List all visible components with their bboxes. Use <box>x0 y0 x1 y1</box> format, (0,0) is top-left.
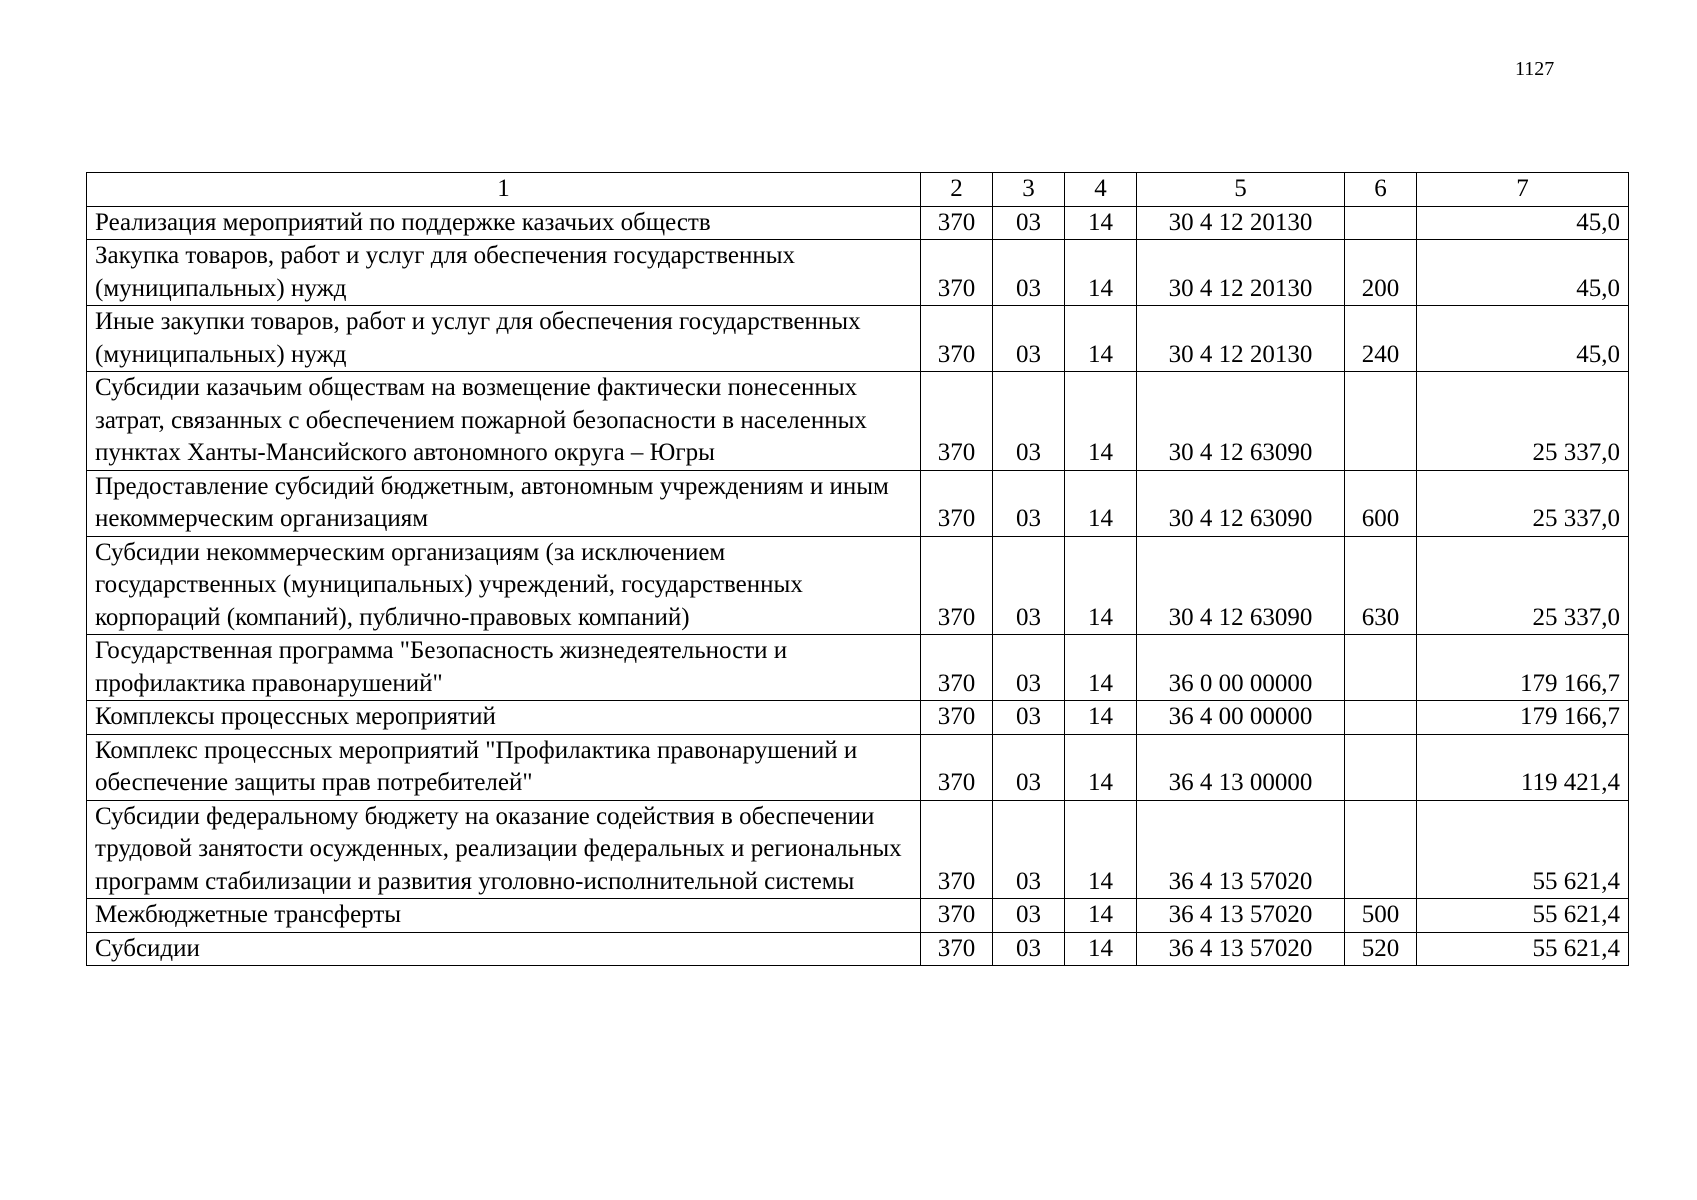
row-code-4: 14 <box>1065 470 1137 536</box>
header-row <box>87 173 1629 207</box>
row-code-4: 14 <box>1065 800 1137 899</box>
row-code-4: 14 <box>1065 536 1137 635</box>
row-amount: 55 621,4 <box>1417 932 1629 966</box>
row-amount: 45,0 <box>1417 306 1629 372</box>
row-code-2: 370 <box>921 536 993 635</box>
row-code-5: 36 4 13 57020 <box>1137 899 1345 933</box>
row-code-2: 370 <box>921 372 993 471</box>
row-description: Субсидии федеральному бюджету на оказание содействия в обеспечении трудовой занятости осужденных, реализации федеральных и региональных программ стабилизации и развития уголовно-исполнительной системы <box>87 800 921 899</box>
row-code-3: 03 <box>993 372 1065 471</box>
header-col-2: 2 <box>921 173 993 207</box>
row-code-3: 03 <box>993 240 1065 306</box>
budget-table <box>86 172 1629 966</box>
row-code-2: 370 <box>921 206 993 240</box>
header-col-1: 1 <box>87 173 921 207</box>
row-code-6 <box>1345 635 1417 701</box>
table-row <box>87 701 1629 735</box>
row-code-2: 370 <box>921 734 993 800</box>
row-amount: 25 337,0 <box>1417 470 1629 536</box>
row-code-6: 200 <box>1345 240 1417 306</box>
row-code-5: 36 4 13 57020 <box>1137 932 1345 966</box>
row-description: Субсидии казачьим обществам на возмещение фактически понесенных затрат, связанных с обеспечением пожарной безопасности в населенных пунктах Ханты-Мансийского автономного округа – Югры <box>87 372 921 471</box>
row-code-6 <box>1345 701 1417 735</box>
row-code-2: 370 <box>921 306 993 372</box>
row-description: Межбюджетные трансферты <box>87 899 921 933</box>
row-code-2: 370 <box>921 899 993 933</box>
row-code-4: 14 <box>1065 306 1137 372</box>
row-code-3: 03 <box>993 470 1065 536</box>
row-code-3: 03 <box>993 536 1065 635</box>
row-description: Закупка товаров, работ и услуг для обеспечения государственных (муниципальных) нужд <box>87 240 921 306</box>
row-code-6: 520 <box>1345 932 1417 966</box>
header-col-5: 5 <box>1137 173 1345 207</box>
row-amount: 55 621,4 <box>1417 899 1629 933</box>
header-col-4: 4 <box>1065 173 1137 207</box>
row-code-3: 03 <box>993 635 1065 701</box>
header-col-3: 3 <box>993 173 1065 207</box>
row-description: Субсидии <box>87 932 921 966</box>
row-code-3: 03 <box>993 734 1065 800</box>
table-row <box>87 206 1629 240</box>
row-code-5: 36 0 00 00000 <box>1137 635 1345 701</box>
row-description: Комплекс процессных мероприятий "Профилактика правонарушений и обеспечение защиты прав потребителей" <box>87 734 921 800</box>
row-code-4: 14 <box>1065 932 1137 966</box>
table-row <box>87 240 1629 306</box>
row-code-6: 500 <box>1345 899 1417 933</box>
row-code-5: 30 4 12 63090 <box>1137 372 1345 471</box>
row-code-2: 370 <box>921 635 993 701</box>
row-code-5: 30 4 12 20130 <box>1137 240 1345 306</box>
row-amount: 45,0 <box>1417 206 1629 240</box>
table-row <box>87 470 1629 536</box>
row-description: Иные закупки товаров, работ и услуг для обеспечения государственных (муниципальных) нужд <box>87 306 921 372</box>
row-code-6 <box>1345 800 1417 899</box>
row-amount: 119 421,4 <box>1417 734 1629 800</box>
row-code-6 <box>1345 372 1417 471</box>
row-code-6: 630 <box>1345 536 1417 635</box>
row-code-4: 14 <box>1065 372 1137 471</box>
row-description: Субсидии некоммерческим организациям (за исключением государственных (муниципальных) учреждений, государственных корпораций (компаний), публично-правовых компаний) <box>87 536 921 635</box>
row-code-2: 370 <box>921 800 993 899</box>
table-row <box>87 536 1629 635</box>
table-row <box>87 734 1629 800</box>
row-code-6: 600 <box>1345 470 1417 536</box>
row-description: Реализация мероприятий по поддержке казачьих обществ <box>87 206 921 240</box>
row-description: Комплексы процессных мероприятий <box>87 701 921 735</box>
row-code-3: 03 <box>993 800 1065 899</box>
row-code-5: 36 4 13 57020 <box>1137 800 1345 899</box>
table-row <box>87 932 1629 966</box>
row-code-5: 36 4 00 00000 <box>1137 701 1345 735</box>
row-code-6 <box>1345 206 1417 240</box>
table-row <box>87 800 1629 899</box>
row-code-4: 14 <box>1065 701 1137 735</box>
row-code-4: 14 <box>1065 635 1137 701</box>
row-code-2: 370 <box>921 240 993 306</box>
row-code-3: 03 <box>993 701 1065 735</box>
page-number: 1127 <box>1515 58 1555 80</box>
table-row <box>87 306 1629 372</box>
row-amount: 25 337,0 <box>1417 536 1629 635</box>
row-amount: 179 166,7 <box>1417 635 1629 701</box>
row-code-3: 03 <box>993 899 1065 933</box>
row-code-6: 240 <box>1345 306 1417 372</box>
row-code-2: 370 <box>921 470 993 536</box>
row-code-4: 14 <box>1065 240 1137 306</box>
row-amount: 25 337,0 <box>1417 372 1629 471</box>
row-code-2: 370 <box>921 932 993 966</box>
header-col-7: 7 <box>1417 173 1629 207</box>
row-amount: 179 166,7 <box>1417 701 1629 735</box>
row-code-5: 30 4 12 63090 <box>1137 470 1345 536</box>
row-code-5: 30 4 12 20130 <box>1137 306 1345 372</box>
table-row <box>87 899 1629 933</box>
row-amount: 45,0 <box>1417 240 1629 306</box>
row-code-2: 370 <box>921 701 993 735</box>
row-code-5: 30 4 12 20130 <box>1137 206 1345 240</box>
header-col-6: 6 <box>1345 173 1417 207</box>
row-code-4: 14 <box>1065 206 1137 240</box>
row-code-3: 03 <box>993 932 1065 966</box>
row-code-6 <box>1345 734 1417 800</box>
row-code-4: 14 <box>1065 734 1137 800</box>
row-code-3: 03 <box>993 306 1065 372</box>
table-row <box>87 635 1629 701</box>
row-description: Предоставление субсидий бюджетным, автономным учреждениям и иным некоммерческим организациям <box>87 470 921 536</box>
row-code-5: 30 4 12 63090 <box>1137 536 1345 635</box>
row-amount: 55 621,4 <box>1417 800 1629 899</box>
row-description: Государственная программа "Безопасность жизнедеятельности и профилактика правонарушений" <box>87 635 921 701</box>
row-code-5: 36 4 13 00000 <box>1137 734 1345 800</box>
row-code-4: 14 <box>1065 899 1137 933</box>
table-row <box>87 372 1629 471</box>
row-code-3: 03 <box>993 206 1065 240</box>
